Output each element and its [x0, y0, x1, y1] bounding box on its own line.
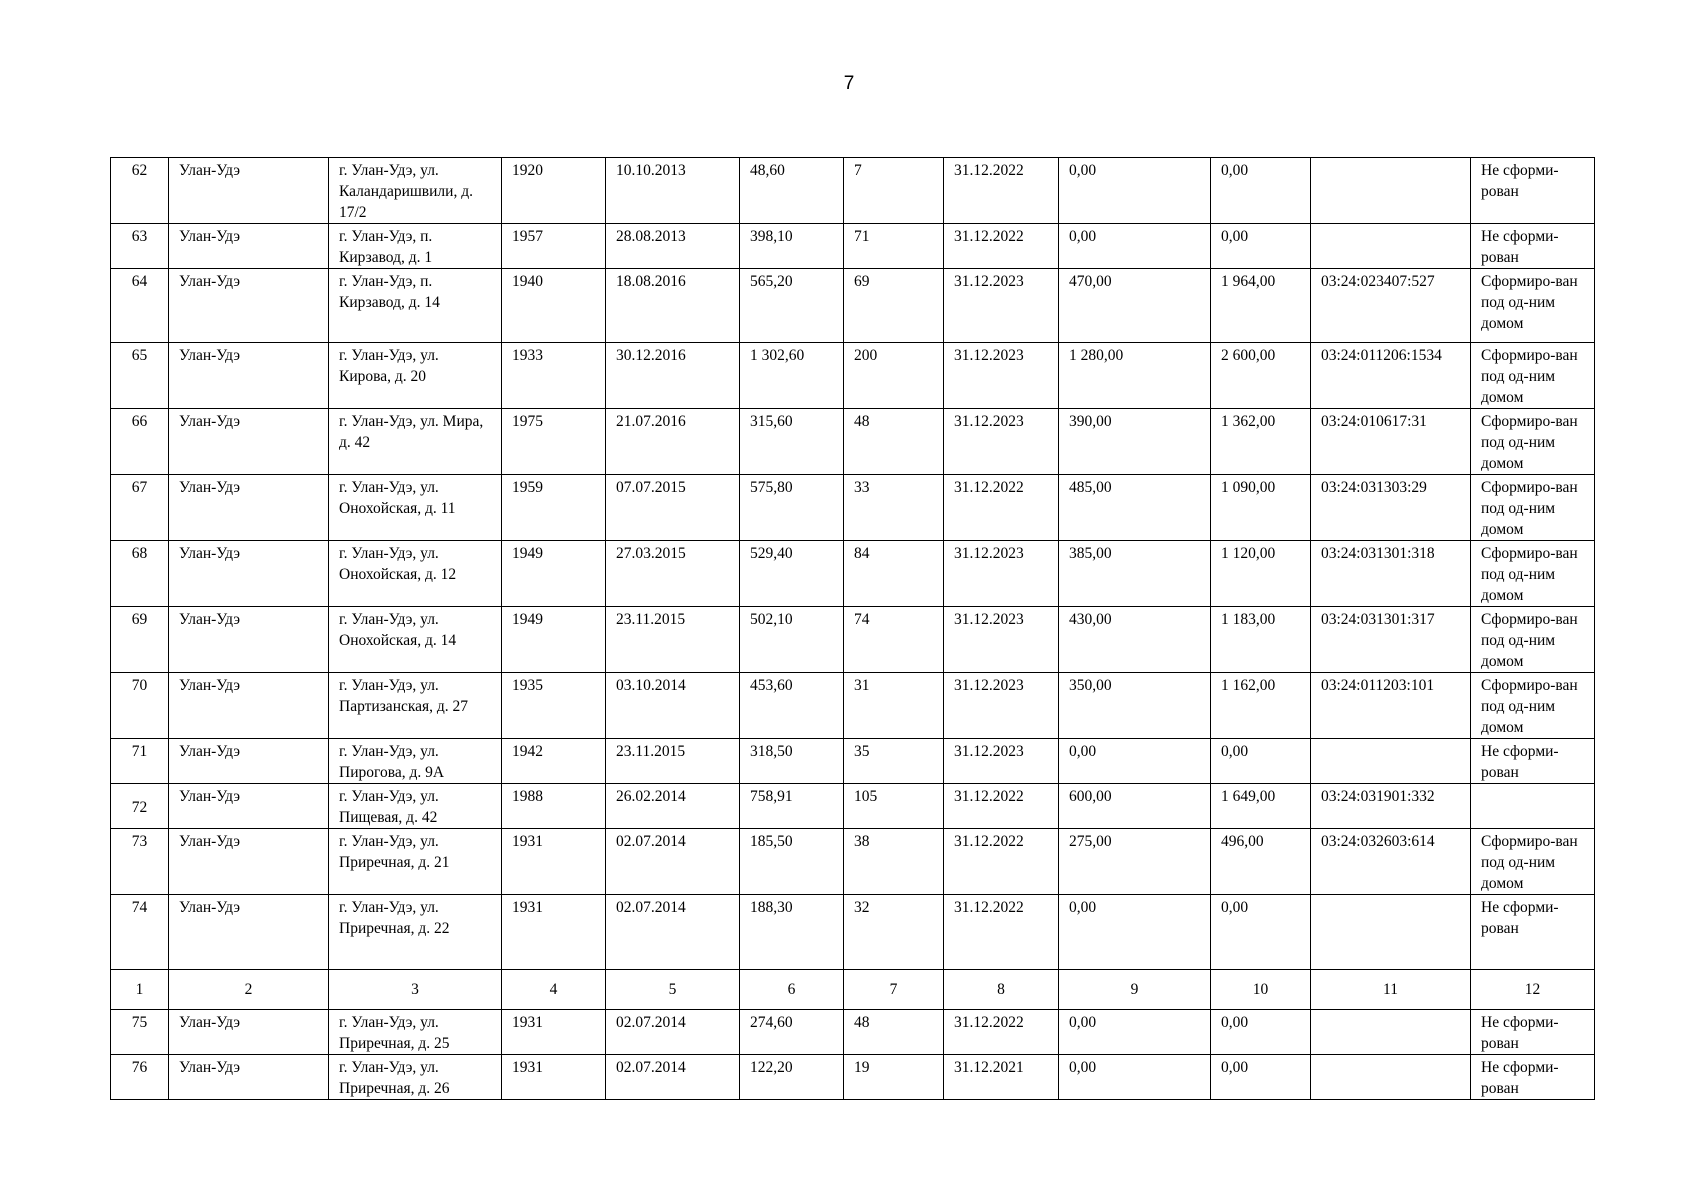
- recognition-date-cell: 30.12.2016: [606, 343, 740, 409]
- city-cell: Улан-Удэ: [169, 1055, 329, 1100]
- year-built-cell: 1957: [502, 224, 606, 269]
- land-status-cell: Не сформи-рован: [1471, 1055, 1595, 1100]
- land-status-cell: Сформиро-ван под од-ним домом: [1471, 475, 1595, 541]
- cadastral-number-cell: [1311, 158, 1471, 224]
- land-status-cell: Сформиро-ван под од-ним домом: [1471, 673, 1595, 739]
- table-row: [111, 784, 1595, 829]
- land-status-cell: Сформиро-ван под од-ним домом: [1471, 343, 1595, 409]
- residents-cell: 35: [844, 739, 944, 784]
- land-status-cell: Не сформи-рован: [1471, 224, 1595, 269]
- address-cell: г. Улан-Удэ, ул. Приречная, д. 22: [329, 895, 502, 970]
- year-built-cell: 1942: [502, 739, 606, 784]
- table-row: [111, 409, 1595, 475]
- table-body-before-header: [111, 158, 1595, 970]
- area-cell: 122,20: [740, 1055, 844, 1100]
- year-built-cell: 1931: [502, 1010, 606, 1055]
- recognition-date-cell: 18.08.2016: [606, 269, 740, 343]
- land-area-norm-cell: 1 649,00: [1211, 784, 1311, 829]
- land-area-cell: 485,00: [1059, 475, 1211, 541]
- land-area-norm-cell: 0,00: [1211, 1055, 1311, 1100]
- year-built-cell: 1949: [502, 607, 606, 673]
- residents-cell: 71: [844, 224, 944, 269]
- city-cell: Улан-Удэ: [169, 269, 329, 343]
- area-cell: 575,80: [740, 475, 844, 541]
- area-cell: 565,20: [740, 269, 844, 343]
- row-number-cell: 76: [111, 1055, 169, 1100]
- table-row: [111, 269, 1595, 343]
- row-number-cell: 74: [111, 895, 169, 970]
- area-cell: 185,50: [740, 829, 844, 895]
- address-cell: г. Улан-Удэ, ул. Онохойская, д. 11: [329, 475, 502, 541]
- cadastral-number-cell: 03:24:031301:317: [1311, 607, 1471, 673]
- address-cell: г. Улан-Удэ, ул. Партизанская, д. 27: [329, 673, 502, 739]
- resettlement-deadline-cell: 31.12.2023: [944, 673, 1059, 739]
- residents-cell: 48: [844, 1010, 944, 1055]
- residents-cell: 69: [844, 269, 944, 343]
- recognition-date-cell: 02.07.2014: [606, 1010, 740, 1055]
- year-built-cell: 1933: [502, 343, 606, 409]
- area-cell: 529,40: [740, 541, 844, 607]
- table-row: [111, 343, 1595, 409]
- land-area-norm-cell: 0,00: [1211, 895, 1311, 970]
- row-number-cell: 66: [111, 409, 169, 475]
- land-status-cell: Не сформи-рован: [1471, 1010, 1595, 1055]
- recognition-date-cell: 21.07.2016: [606, 409, 740, 475]
- residents-cell: 38: [844, 829, 944, 895]
- cadastral-number-cell: 03:24:011203:101: [1311, 673, 1471, 739]
- address-cell: г. Улан-Удэ, ул. Приречная, д. 21: [329, 829, 502, 895]
- resettlement-deadline-cell: 31.12.2023: [944, 343, 1059, 409]
- year-built-cell: 1975: [502, 409, 606, 475]
- land-area-cell: 350,00: [1059, 673, 1211, 739]
- city-cell: Улан-Удэ: [169, 784, 329, 829]
- land-area-cell: 385,00: [1059, 541, 1211, 607]
- cadastral-number-cell: 03:24:010617:31: [1311, 409, 1471, 475]
- column-number-cell: 4: [502, 970, 606, 1010]
- resettlement-deadline-cell: 31.12.2022: [944, 829, 1059, 895]
- land-status-cell: Не сформи-рован: [1471, 895, 1595, 970]
- land-area-norm-cell: 496,00: [1211, 829, 1311, 895]
- residents-cell: 200: [844, 343, 944, 409]
- table-row: [111, 475, 1595, 541]
- row-number-cell: 64: [111, 269, 169, 343]
- residents-cell: 84: [844, 541, 944, 607]
- table-row: [111, 541, 1595, 607]
- area-cell: 758,91: [740, 784, 844, 829]
- table-row: [111, 158, 1595, 224]
- address-cell: г. Улан-Удэ, ул. Мира, д. 42: [329, 409, 502, 475]
- residents-cell: 48: [844, 409, 944, 475]
- land-area-norm-cell: 1 162,00: [1211, 673, 1311, 739]
- cadastral-number-cell: 03:24:031303:29: [1311, 475, 1471, 541]
- area-cell: 453,60: [740, 673, 844, 739]
- city-cell: Улан-Удэ: [169, 224, 329, 269]
- land-area-cell: 470,00: [1059, 269, 1211, 343]
- land-area-norm-cell: 0,00: [1211, 739, 1311, 784]
- address-cell: г. Улан-Удэ, ул. Кирова, д. 20: [329, 343, 502, 409]
- recognition-date-cell: 02.07.2014: [606, 1055, 740, 1100]
- land-area-cell: 0,00: [1059, 1055, 1211, 1100]
- resettlement-deadline-cell: 31.12.2023: [944, 409, 1059, 475]
- land-status-cell: Сформиро-ван под од-ним домом: [1471, 607, 1595, 673]
- city-cell: Улан-Удэ: [169, 895, 329, 970]
- cadastral-number-cell: 03:24:031901:332: [1311, 784, 1471, 829]
- land-status-cell: Не сформи-рован: [1471, 158, 1595, 224]
- residents-cell: 74: [844, 607, 944, 673]
- year-built-cell: 1935: [502, 673, 606, 739]
- cadastral-number-cell: 03:24:031301:318: [1311, 541, 1471, 607]
- row-number-cell: 75: [111, 1010, 169, 1055]
- address-cell: г. Улан-Удэ, ул. Пищевая, д. 42: [329, 784, 502, 829]
- area-cell: 315,60: [740, 409, 844, 475]
- table-row: [111, 1010, 1595, 1055]
- land-area-cell: 0,00: [1059, 895, 1211, 970]
- residents-cell: 32: [844, 895, 944, 970]
- table-row: [111, 224, 1595, 269]
- resettlement-deadline-cell: 31.12.2022: [944, 1010, 1059, 1055]
- table-row: [111, 739, 1595, 784]
- column-number-cell: 1: [111, 970, 169, 1010]
- land-area-cell: 390,00: [1059, 409, 1211, 475]
- cadastral-number-cell: [1311, 739, 1471, 784]
- cadastral-number-cell: 03:24:011206:1534: [1311, 343, 1471, 409]
- residents-cell: 33: [844, 475, 944, 541]
- recognition-date-cell: 07.07.2015: [606, 475, 740, 541]
- resettlement-deadline-cell: 31.12.2023: [944, 269, 1059, 343]
- cadastral-number-cell: [1311, 895, 1471, 970]
- land-area-norm-cell: 0,00: [1211, 224, 1311, 269]
- area-cell: 274,60: [740, 1010, 844, 1055]
- city-cell: Улан-Удэ: [169, 541, 329, 607]
- cadastral-number-cell: [1311, 1010, 1471, 1055]
- resettlement-deadline-cell: 31.12.2022: [944, 475, 1059, 541]
- residents-cell: 105: [844, 784, 944, 829]
- table-row: [111, 607, 1595, 673]
- land-status-cell: Сформиро-ван под од-ним домом: [1471, 541, 1595, 607]
- city-cell: Улан-Удэ: [169, 1010, 329, 1055]
- row-number-cell: 62: [111, 158, 169, 224]
- year-built-cell: 1940: [502, 269, 606, 343]
- resettlement-deadline-cell: 31.12.2023: [944, 541, 1059, 607]
- column-number-cell: 8: [944, 970, 1059, 1010]
- column-number-header: [111, 970, 1595, 1010]
- area-cell: 318,50: [740, 739, 844, 784]
- table-row: [111, 829, 1595, 895]
- recognition-date-cell: 03.10.2014: [606, 673, 740, 739]
- area-cell: 48,60: [740, 158, 844, 224]
- land-status-cell: Сформиро-ван под од-ним домом: [1471, 409, 1595, 475]
- land-area-cell: 430,00: [1059, 607, 1211, 673]
- year-built-cell: 1931: [502, 895, 606, 970]
- address-cell: г. Улан-Удэ, ул. Онохойская, д. 12: [329, 541, 502, 607]
- recognition-date-cell: 23.11.2015: [606, 607, 740, 673]
- cadastral-number-cell: 03:24:032603:614: [1311, 829, 1471, 895]
- cadastral-number-cell: 03:24:023407:527: [1311, 269, 1471, 343]
- column-number-cell: 5: [606, 970, 740, 1010]
- land-area-cell: 600,00: [1059, 784, 1211, 829]
- resettlement-deadline-cell: 31.12.2021: [944, 1055, 1059, 1100]
- recognition-date-cell: 02.07.2014: [606, 829, 740, 895]
- column-number-cell: 10: [1211, 970, 1311, 1010]
- cadastral-number-cell: [1311, 224, 1471, 269]
- city-cell: Улан-Удэ: [169, 343, 329, 409]
- row-number-cell: 72: [111, 784, 169, 829]
- land-area-cell: 0,00: [1059, 224, 1211, 269]
- row-number-cell: 69: [111, 607, 169, 673]
- address-cell: г. Улан-Удэ, ул. Каландаришвили, д. 17/2: [329, 158, 502, 224]
- year-built-cell: 1949: [502, 541, 606, 607]
- city-cell: Улан-Удэ: [169, 739, 329, 784]
- table-row: [111, 673, 1595, 739]
- year-built-cell: 1931: [502, 1055, 606, 1100]
- resettlement-deadline-cell: 31.12.2022: [944, 784, 1059, 829]
- column-number-cell: 6: [740, 970, 844, 1010]
- address-cell: г. Улан-Удэ, ул. Пирогова, д. 9А: [329, 739, 502, 784]
- residents-cell: 19: [844, 1055, 944, 1100]
- land-area-cell: 275,00: [1059, 829, 1211, 895]
- residents-cell: 7: [844, 158, 944, 224]
- row-number-cell: 67: [111, 475, 169, 541]
- area-cell: 188,30: [740, 895, 844, 970]
- land-area-norm-cell: 0,00: [1211, 1010, 1311, 1055]
- year-built-cell: 1920: [502, 158, 606, 224]
- city-cell: Улан-Удэ: [169, 158, 329, 224]
- city-cell: Улан-Удэ: [169, 409, 329, 475]
- recognition-date-cell: 27.03.2015: [606, 541, 740, 607]
- land-area-cell: 0,00: [1059, 1010, 1211, 1055]
- land-status-cell: Сформиро-ван под од-ним домом: [1471, 269, 1595, 343]
- table-row: [111, 895, 1595, 970]
- land-status-cell: Сформиро-ван под од-ним домом: [1471, 829, 1595, 895]
- recognition-date-cell: 28.08.2013: [606, 224, 740, 269]
- column-number-cell: 2: [169, 970, 329, 1010]
- column-number-cell: 7: [844, 970, 944, 1010]
- row-number-cell: 73: [111, 829, 169, 895]
- column-number-cell: 12: [1471, 970, 1595, 1010]
- city-cell: Улан-Удэ: [169, 829, 329, 895]
- area-cell: 1 302,60: [740, 343, 844, 409]
- recognition-date-cell: 10.10.2013: [606, 158, 740, 224]
- land-area-cell: 0,00: [1059, 739, 1211, 784]
- year-built-cell: 1988: [502, 784, 606, 829]
- column-number-cell: 3: [329, 970, 502, 1010]
- housing-registry-table: [110, 157, 1595, 1100]
- area-cell: 502,10: [740, 607, 844, 673]
- resettlement-deadline-cell: 31.12.2023: [944, 739, 1059, 784]
- land-area-norm-cell: 0,00: [1211, 158, 1311, 224]
- land-area-norm-cell: 1 964,00: [1211, 269, 1311, 343]
- column-number-cell: 9: [1059, 970, 1211, 1010]
- city-cell: Улан-Удэ: [169, 475, 329, 541]
- recognition-date-cell: 02.07.2014: [606, 895, 740, 970]
- residents-cell: 31: [844, 673, 944, 739]
- column-numbers-row: [111, 970, 1595, 1010]
- land-area-cell: 0,00: [1059, 158, 1211, 224]
- city-cell: Улан-Удэ: [169, 673, 329, 739]
- row-number-cell: 63: [111, 224, 169, 269]
- land-area-norm-cell: 1 183,00: [1211, 607, 1311, 673]
- year-built-cell: 1931: [502, 829, 606, 895]
- land-status-cell: [1471, 784, 1595, 829]
- address-cell: г. Улан-Удэ, п. Кирзавод, д. 1: [329, 224, 502, 269]
- resettlement-deadline-cell: 31.12.2022: [944, 895, 1059, 970]
- column-number-cell: 11: [1311, 970, 1471, 1010]
- address-cell: г. Улан-Удэ, ул. Онохойская, д. 14: [329, 607, 502, 673]
- row-number-cell: 70: [111, 673, 169, 739]
- address-cell: г. Улан-Удэ, ул. Приречная, д. 26: [329, 1055, 502, 1100]
- recognition-date-cell: 26.02.2014: [606, 784, 740, 829]
- recognition-date-cell: 23.11.2015: [606, 739, 740, 784]
- resettlement-deadline-cell: 31.12.2023: [944, 607, 1059, 673]
- land-area-norm-cell: 1 362,00: [1211, 409, 1311, 475]
- year-built-cell: 1959: [502, 475, 606, 541]
- resettlement-deadline-cell: 31.12.2022: [944, 158, 1059, 224]
- address-cell: г. Улан-Удэ, ул. Приречная, д. 25: [329, 1010, 502, 1055]
- cadastral-number-cell: [1311, 1055, 1471, 1100]
- land-area-norm-cell: 2 600,00: [1211, 343, 1311, 409]
- row-number-cell: 65: [111, 343, 169, 409]
- table-row: [111, 1055, 1595, 1100]
- page-number: 7: [843, 73, 855, 94]
- row-number-cell: 71: [111, 739, 169, 784]
- resettlement-deadline-cell: 31.12.2022: [944, 224, 1059, 269]
- table-body-after-header: [111, 1010, 1595, 1100]
- land-area-norm-cell: 1 120,00: [1211, 541, 1311, 607]
- land-area-cell: 1 280,00: [1059, 343, 1211, 409]
- row-number-cell: 68: [111, 541, 169, 607]
- area-cell: 398,10: [740, 224, 844, 269]
- address-cell: г. Улан-Удэ, п. Кирзавод, д. 14: [329, 269, 502, 343]
- land-status-cell: Не сформи-рован: [1471, 739, 1595, 784]
- city-cell: Улан-Удэ: [169, 607, 329, 673]
- land-area-norm-cell: 1 090,00: [1211, 475, 1311, 541]
